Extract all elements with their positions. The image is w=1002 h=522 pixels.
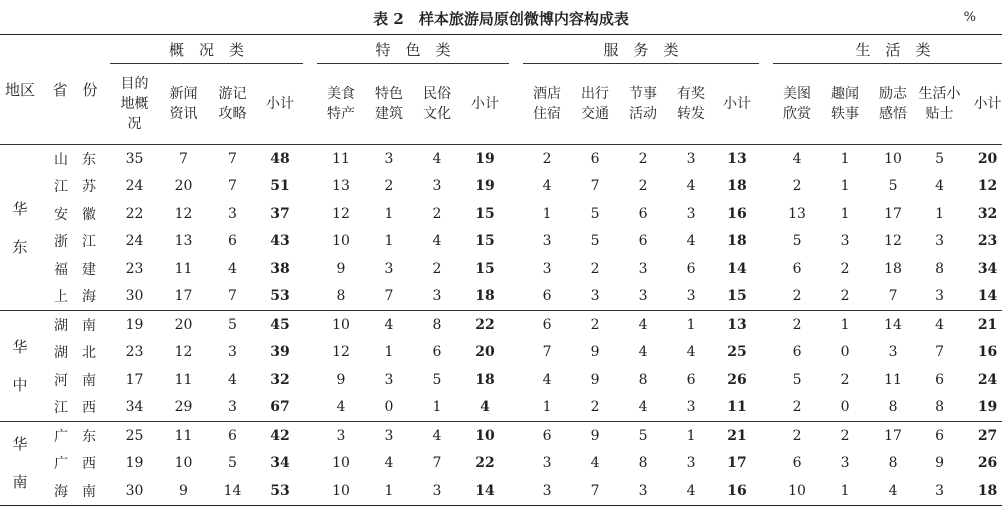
value-cell: 2 xyxy=(638,178,648,195)
column-header: 酒店 住宿 xyxy=(533,86,562,122)
value-cell: 1 xyxy=(384,482,394,499)
value-cell: 10 xyxy=(869,145,917,173)
value-cell: 7 xyxy=(935,344,944,361)
value-cell: 23 xyxy=(125,344,144,361)
value-cell: 3 xyxy=(317,422,365,450)
value-cell: 2 xyxy=(792,399,802,416)
subtotal-cell: 21 xyxy=(715,422,759,450)
table-row xyxy=(0,255,1002,283)
value-cell: 2 xyxy=(384,178,394,195)
value-cell: 4 xyxy=(413,145,461,173)
table-row xyxy=(0,145,1002,173)
province-cell: 河 南 xyxy=(54,372,96,389)
value-cell: 3 xyxy=(638,288,648,305)
group-header: 概 况 类 xyxy=(110,35,303,64)
value-cell: 6 xyxy=(523,311,571,339)
subtotal-cell: 16 xyxy=(977,344,998,361)
table-row xyxy=(0,311,1002,339)
subtotal-cell: 11 xyxy=(727,399,747,416)
subtotal-cell: 19 xyxy=(977,399,998,416)
value-cell: 11 xyxy=(174,371,193,388)
subtotal-cell: 15 xyxy=(475,205,495,222)
province-header: 省 份 xyxy=(52,81,98,99)
value-cell: 4 xyxy=(413,422,461,450)
table-row xyxy=(0,173,1002,201)
value-cell: 4 xyxy=(686,482,696,499)
value-cell: 5 xyxy=(590,205,600,222)
value-cell: 1 xyxy=(667,422,715,450)
value-cell: 2 xyxy=(571,311,619,339)
region-header: 地区 xyxy=(4,81,35,99)
value-cell: 6 xyxy=(638,205,648,222)
subtotal-cell: 39 xyxy=(270,344,290,361)
value-cell: 4 xyxy=(638,399,648,416)
value-cell: 6 xyxy=(571,145,619,173)
value-cell: 3 xyxy=(840,455,850,472)
value-cell: 1 xyxy=(542,205,552,222)
value-cell: 29 xyxy=(174,399,193,416)
province-cell: 广 东 xyxy=(40,422,110,450)
value-cell: 6 xyxy=(686,371,696,388)
column-header: 美食 特产 xyxy=(327,86,356,122)
subtotal-cell: 17 xyxy=(727,455,747,472)
value-cell: 1 xyxy=(384,344,394,361)
value-cell: 1 xyxy=(821,311,869,339)
value-cell: 7 xyxy=(228,288,237,305)
subtotal-cell: 18 xyxy=(977,482,998,499)
value-cell: 4 xyxy=(365,311,413,339)
value-cell: 6 xyxy=(917,422,962,450)
table-row xyxy=(0,422,1002,450)
subtotal-cell: 10 xyxy=(461,422,509,450)
column-header: 民俗 文化 xyxy=(423,86,452,122)
value-cell: 3 xyxy=(432,482,442,499)
value-cell: 6 xyxy=(935,371,944,388)
province-cell: 江 西 xyxy=(54,400,96,417)
column-header: 有奖 转发 xyxy=(677,86,706,122)
column-header: 生活小 贴士 xyxy=(918,86,961,122)
region-cell: 华 东 xyxy=(0,145,40,311)
table-caption: 表 2 样本旅游局原创微博内容构成表 xyxy=(373,10,629,28)
value-cell: 1 xyxy=(384,233,394,250)
value-cell: 11 xyxy=(884,371,902,388)
province-cell: 湖 北 xyxy=(54,345,96,362)
subtotal-cell: 14 xyxy=(475,482,495,499)
value-cell: 1 xyxy=(840,205,850,222)
value-cell: 11 xyxy=(174,260,193,277)
value-cell: 13 xyxy=(332,178,350,195)
value-cell: 2 xyxy=(821,422,869,450)
value-cell: 4 xyxy=(432,233,442,250)
value-cell: 6 xyxy=(208,422,257,450)
subtotal-cell: 25 xyxy=(727,344,747,361)
value-cell: 3 xyxy=(542,455,552,472)
province-cell: 湖 南 xyxy=(40,311,110,339)
column-header: 特色 建筑 xyxy=(375,86,404,122)
value-cell: 10 xyxy=(788,482,806,499)
subtotal-cell: 38 xyxy=(270,260,290,277)
subtotal-cell: 32 xyxy=(977,205,998,222)
value-cell: 7 xyxy=(384,288,394,305)
value-cell: 8 xyxy=(935,399,944,416)
value-cell: 10 xyxy=(174,455,193,472)
subtotal-cell: 34 xyxy=(977,260,998,277)
subtotal-cell: 42 xyxy=(257,422,303,450)
subtotal-cell: 19 xyxy=(461,145,509,173)
value-cell: 4 xyxy=(590,455,600,472)
subtotal-cell: 18 xyxy=(475,371,495,388)
value-cell: 4 xyxy=(542,178,552,195)
value-cell: 12 xyxy=(332,344,350,361)
value-cell: 18 xyxy=(884,260,902,277)
value-cell: 22 xyxy=(125,205,144,222)
value-cell: 8 xyxy=(888,399,898,416)
value-cell: 4 xyxy=(384,455,394,472)
value-cell: 3 xyxy=(365,422,413,450)
value-cell: 7 xyxy=(228,178,237,195)
group-header-row xyxy=(0,35,1002,64)
value-cell: 3 xyxy=(590,288,600,305)
value-cell: 3 xyxy=(935,482,944,499)
province-cell: 福 建 xyxy=(54,261,96,278)
value-cell: 9 xyxy=(590,344,600,361)
value-cell: 9 xyxy=(935,455,944,472)
value-cell: 6 xyxy=(542,288,552,305)
subtotal-cell: 22 xyxy=(475,455,495,472)
value-cell: 2 xyxy=(590,260,600,277)
province-cell: 广 西 xyxy=(54,456,96,473)
value-cell: 24 xyxy=(125,178,144,195)
subtotal-cell: 51 xyxy=(270,178,290,195)
value-cell: 1 xyxy=(840,482,850,499)
value-cell: 3 xyxy=(935,233,944,250)
table-row xyxy=(0,366,1002,394)
value-cell: 5 xyxy=(792,233,802,250)
value-cell: 2 xyxy=(590,399,600,416)
value-cell: 2 xyxy=(840,371,850,388)
value-cell: 2 xyxy=(773,422,821,450)
value-cell: 4 xyxy=(228,371,237,388)
value-cell: 13 xyxy=(174,233,193,250)
column-header: 出行 交通 xyxy=(581,86,610,122)
subtotal-cell: 26 xyxy=(727,371,747,388)
column-header: 小计 xyxy=(723,96,752,112)
column-header: 小计 xyxy=(973,96,1002,112)
value-cell: 3 xyxy=(542,233,552,250)
subtotal-cell: 48 xyxy=(257,145,303,173)
region-cell: 华 南 xyxy=(0,422,40,506)
value-cell: 3 xyxy=(432,178,442,195)
value-cell: 12 xyxy=(174,205,193,222)
content-table xyxy=(0,34,1002,506)
value-cell: 7 xyxy=(432,455,442,472)
subtotal-cell: 14 xyxy=(727,260,747,277)
value-cell: 3 xyxy=(686,205,696,222)
value-cell: 6 xyxy=(638,233,648,250)
value-cell: 3 xyxy=(888,344,898,361)
value-cell: 3 xyxy=(384,371,394,388)
value-cell: 8 xyxy=(638,455,648,472)
value-cell: 4 xyxy=(686,344,696,361)
value-cell: 7 xyxy=(542,344,552,361)
value-cell: 3 xyxy=(840,233,850,250)
value-cell: 6 xyxy=(432,344,442,361)
value-cell: 17 xyxy=(125,371,144,388)
value-cell: 5 xyxy=(432,371,442,388)
value-cell: 2 xyxy=(523,145,571,173)
value-cell: 10 xyxy=(317,311,365,339)
value-cell: 5 xyxy=(888,178,898,195)
value-cell: 1 xyxy=(821,145,869,173)
subtotal-cell: 15 xyxy=(475,260,495,277)
value-cell: 6 xyxy=(228,233,237,250)
subtotal-cell: 15 xyxy=(727,288,747,305)
value-cell: 6 xyxy=(792,455,802,472)
value-cell: 6 xyxy=(792,260,802,277)
value-cell: 3 xyxy=(935,288,944,305)
value-cell: 3 xyxy=(432,288,442,305)
value-cell: 8 xyxy=(336,288,346,305)
group-header: 生 活 类 xyxy=(773,35,1002,64)
value-cell: 34 xyxy=(125,399,144,416)
value-cell: 0 xyxy=(840,344,850,361)
value-cell: 2 xyxy=(840,260,850,277)
value-cell: 2 xyxy=(432,260,442,277)
subtotal-cell: 23 xyxy=(977,233,998,250)
subtotal-cell: 45 xyxy=(257,311,303,339)
value-cell: 9 xyxy=(179,482,188,499)
value-cell: 12 xyxy=(884,233,902,250)
value-cell: 4 xyxy=(686,233,696,250)
subtotal-cell: 18 xyxy=(727,233,747,250)
subtotal-cell: 21 xyxy=(962,311,1002,339)
value-cell: 14 xyxy=(223,482,242,499)
value-cell: 8 xyxy=(888,455,898,472)
value-cell: 5 xyxy=(228,455,237,472)
value-cell: 5 xyxy=(792,371,802,388)
column-header: 励志 感悟 xyxy=(879,86,908,122)
subtotal-cell: 34 xyxy=(270,455,290,472)
table-row xyxy=(0,283,1002,311)
column-header: 游记 攻略 xyxy=(218,86,247,122)
subtotal-cell: 12 xyxy=(977,178,998,195)
subtotal-cell: 13 xyxy=(715,145,759,173)
value-cell: 6 xyxy=(792,344,802,361)
value-cell: 6 xyxy=(686,260,696,277)
table-row xyxy=(0,450,1002,478)
value-cell: 1 xyxy=(667,311,715,339)
value-cell: 3 xyxy=(228,399,237,416)
value-cell: 9 xyxy=(336,371,346,388)
value-cell: 4 xyxy=(542,371,552,388)
value-cell: 4 xyxy=(638,344,648,361)
subtotal-cell: 18 xyxy=(475,288,495,305)
value-cell: 3 xyxy=(686,455,696,472)
value-cell: 23 xyxy=(125,260,144,277)
subtotal-cell: 27 xyxy=(962,422,1002,450)
value-cell: 17 xyxy=(884,205,902,222)
column-header: 趣闻 轶事 xyxy=(831,86,860,122)
column-header: 小计 xyxy=(471,96,500,112)
value-cell: 5 xyxy=(917,145,962,173)
column-header: 美图 欣赏 xyxy=(783,86,812,122)
group-header: 特 色 类 xyxy=(317,35,509,64)
value-cell: 19 xyxy=(125,455,144,472)
value-cell: 5 xyxy=(619,422,667,450)
value-cell: 1 xyxy=(542,399,552,416)
subtotal-cell: 43 xyxy=(270,233,290,250)
value-cell: 20 xyxy=(174,178,193,195)
subtotal-cell: 32 xyxy=(270,371,290,388)
column-header: 新闻 资讯 xyxy=(169,86,198,122)
table-body xyxy=(0,145,1002,506)
value-cell: 30 xyxy=(125,288,144,305)
province-cell: 浙 江 xyxy=(54,234,96,251)
column-header-row xyxy=(0,64,1002,145)
value-cell: 3 xyxy=(365,145,413,173)
value-cell: 5 xyxy=(208,311,257,339)
value-cell: 3 xyxy=(542,482,552,499)
unit-label: % xyxy=(963,10,976,25)
subtotal-cell: 24 xyxy=(977,371,998,388)
value-cell: 5 xyxy=(590,233,600,250)
value-cell: 2 xyxy=(840,288,850,305)
value-cell: 9 xyxy=(590,371,600,388)
subtotal-cell: 19 xyxy=(475,178,495,195)
value-cell: 19 xyxy=(110,311,159,339)
province-cell: 上 海 xyxy=(54,289,96,306)
value-cell: 25 xyxy=(110,422,159,450)
subtotal-cell: 20 xyxy=(962,145,1002,173)
province-cell: 山 东 xyxy=(40,145,110,173)
value-cell: 0 xyxy=(840,399,850,416)
value-cell: 3 xyxy=(384,260,394,277)
value-cell: 2 xyxy=(773,311,821,339)
value-cell: 3 xyxy=(686,288,696,305)
value-cell: 9 xyxy=(336,260,346,277)
table-row xyxy=(0,477,1002,505)
value-cell: 2 xyxy=(792,288,802,305)
subtotal-cell: 18 xyxy=(727,178,747,195)
value-cell: 17 xyxy=(869,422,917,450)
subtotal-cell: 53 xyxy=(270,288,290,305)
value-cell: 4 xyxy=(935,178,944,195)
value-cell: 4 xyxy=(619,311,667,339)
subtotal-cell: 20 xyxy=(475,344,495,361)
table-row xyxy=(0,339,1002,367)
value-cell: 1 xyxy=(840,178,850,195)
province-cell: 海 南 xyxy=(54,483,96,500)
subtotal-cell: 26 xyxy=(977,455,998,472)
value-cell: 12 xyxy=(174,344,193,361)
value-cell: 4 xyxy=(336,399,346,416)
subtotal-cell: 67 xyxy=(270,399,290,416)
value-cell: 7 xyxy=(590,482,600,499)
column-header: 节事 活动 xyxy=(629,86,658,122)
value-cell: 7 xyxy=(590,178,600,195)
column-header: 小计 xyxy=(266,96,294,112)
value-cell: 6 xyxy=(523,422,571,450)
subtotal-cell: 15 xyxy=(475,233,495,250)
value-cell: 8 xyxy=(413,311,461,339)
value-cell: 1 xyxy=(935,205,944,222)
value-cell: 7 xyxy=(208,145,257,173)
value-cell: 30 xyxy=(125,482,144,499)
value-cell: 4 xyxy=(888,482,898,499)
value-cell: 4 xyxy=(773,145,821,173)
value-cell: 7 xyxy=(888,288,898,305)
value-cell: 2 xyxy=(792,178,802,195)
value-cell: 17 xyxy=(174,288,193,305)
subtotal-cell: 16 xyxy=(727,205,747,222)
value-cell: 11 xyxy=(317,145,365,173)
value-cell: 1 xyxy=(432,399,442,416)
subtotal-cell: 13 xyxy=(715,311,759,339)
value-cell: 4 xyxy=(917,311,962,339)
value-cell: 3 xyxy=(686,399,696,416)
value-cell: 3 xyxy=(638,260,648,277)
subtotal-cell: 53 xyxy=(270,482,290,499)
subtotal-cell: 22 xyxy=(461,311,509,339)
value-cell: 24 xyxy=(125,233,144,250)
value-cell: 3 xyxy=(638,482,648,499)
value-cell: 3 xyxy=(228,205,237,222)
value-cell: 35 xyxy=(110,145,159,173)
subtotal-cell: 16 xyxy=(727,482,747,499)
province-cell: 江 苏 xyxy=(54,179,96,196)
subtotal-cell: 4 xyxy=(480,399,490,416)
subtotal-cell: 37 xyxy=(270,205,290,222)
table-row xyxy=(0,228,1002,256)
value-cell: 3 xyxy=(667,145,715,173)
value-cell: 0 xyxy=(384,399,394,416)
value-cell: 10 xyxy=(332,233,350,250)
value-cell: 3 xyxy=(228,344,237,361)
value-cell: 4 xyxy=(686,178,696,195)
group-header: 服 务 类 xyxy=(523,35,759,64)
value-cell: 9 xyxy=(571,422,619,450)
value-cell: 10 xyxy=(332,455,350,472)
value-cell: 10 xyxy=(332,482,350,499)
value-cell: 11 xyxy=(159,422,208,450)
value-cell: 13 xyxy=(788,205,806,222)
table-row xyxy=(0,394,1002,422)
subtotal-cell: 14 xyxy=(977,288,998,305)
value-cell: 3 xyxy=(542,260,552,277)
region-cell: 华 中 xyxy=(0,311,40,422)
value-cell: 8 xyxy=(638,371,648,388)
value-cell: 8 xyxy=(935,260,944,277)
table-row xyxy=(0,200,1002,228)
value-cell: 4 xyxy=(228,260,237,277)
value-cell: 2 xyxy=(619,145,667,173)
value-cell: 1 xyxy=(384,205,394,222)
value-cell: 14 xyxy=(869,311,917,339)
value-cell: 2 xyxy=(432,205,442,222)
value-cell: 7 xyxy=(159,145,208,173)
value-cell: 20 xyxy=(159,311,208,339)
value-cell: 12 xyxy=(332,205,350,222)
province-cell: 安 徽 xyxy=(54,206,96,223)
column-header: 目的 地概 况 xyxy=(120,76,149,132)
